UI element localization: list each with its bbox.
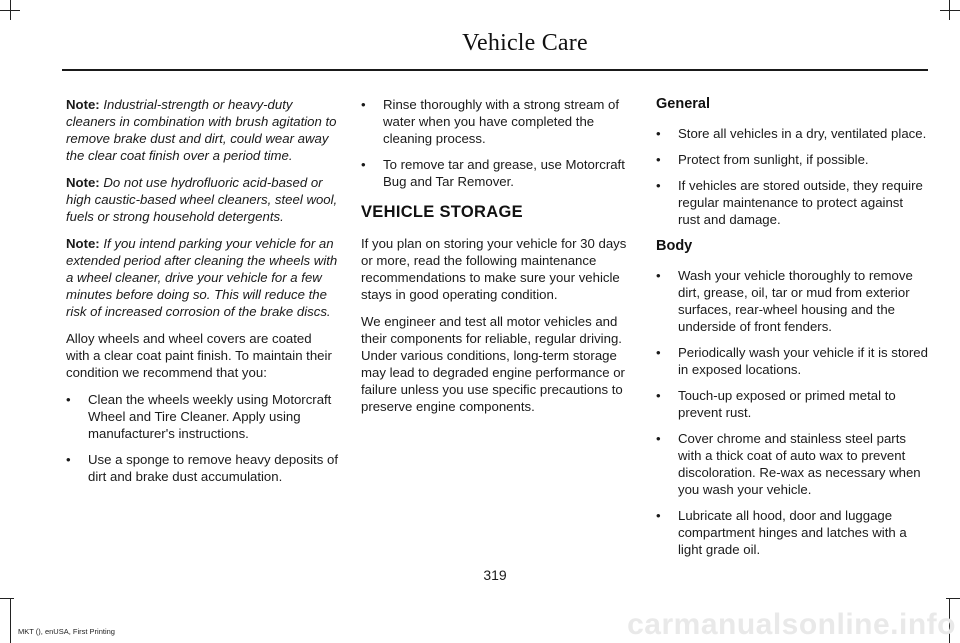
subsection-heading: General: [656, 96, 710, 112]
list-item: • Protect from sunlight, if possible.: [656, 151, 928, 168]
note-label: Note:: [66, 175, 100, 190]
list-item: • Touch-up exposed or primed metal to prevent rust.: [656, 387, 928, 421]
note-label: Note:: [66, 97, 100, 112]
subsection-heading: Body: [656, 238, 693, 254]
page-number: 319: [483, 567, 507, 583]
list-item: • If vehicles are stored outside, they require regular maintenance to protect against rust and damage.: [656, 177, 928, 228]
list-item: • Periodically wash your vehicle if it is stored in exposed locations.: [656, 344, 928, 378]
note: [66, 174, 338, 225]
list-item: • Lubricate all hood, door and luggage compartment hinges and latches with a light grade oil.: [656, 507, 928, 558]
crop-mark: [10, 598, 11, 643]
crop-mark: [946, 598, 960, 599]
printing-info: MKT (), enUSA, First Printing: [18, 627, 115, 636]
bullet-list: [656, 267, 928, 558]
note-text: Industrial-strength or heavy-duty cleaners in combination with brush agitation to remove brake dust and dirt, could wear away the clear coat finish over a period time.: [66, 97, 337, 163]
note: [66, 96, 338, 164]
header-divider: [62, 69, 928, 71]
list-item: • To remove tar and grease, use Motorcraft Bug and Tar Remover.: [361, 156, 633, 190]
crop-mark: [0, 10, 20, 11]
watermark: carmanualsonline.info: [627, 608, 956, 641]
note-text: Do not use hydrofluoric acid-based or high caustic-based wheel cleaners, steel wool, fuels or strong household detergents.: [66, 175, 338, 224]
column-middle: [361, 96, 633, 425]
body-paragraph: If you plan on storing your vehicle for 30 days or more, read the following maintenance recommendations to make sure your vehicle stays in good operating condition.: [361, 236, 627, 302]
list-item: • Wash your vehicle thoroughly to remove dirt, grease, oil, tar or mud from exterior surfaces, rear-wheel housing and the underside of front fenders.: [656, 267, 928, 335]
note-label: Note:: [66, 236, 100, 251]
column-right: [656, 96, 928, 568]
page-title: Vehicle Care: [462, 30, 588, 56]
note-text: If you intend parking your vehicle for an extended period after cleaning the wheels with a wheel cleaner, drive your vehicle for a few minutes before doing so. This will reduce the risk of increased corrosion of the brake discs.: [66, 236, 338, 319]
list-item: • Store all vehicles in a dry, ventilated place.: [656, 125, 928, 142]
note: [66, 235, 338, 320]
body-paragraph: We engineer and test all motor vehicles and their components for reliable, regular driving. Under various conditions, long-term storage may lead to degraded engine performance or failure unless you use specific precautions to preserve engine components.: [361, 314, 625, 414]
crop-mark: [940, 10, 960, 11]
body-paragraph: Alloy wheels and wheel covers are coated with a clear coat paint finish. To maintain their condition we recommend that you:: [66, 331, 332, 380]
crop-mark: [0, 598, 14, 599]
list-item: • Rinse thoroughly with a strong stream of water when you have completed the cleaning process.: [361, 96, 633, 147]
bullet-list: [656, 125, 928, 228]
section-heading: VEHICLE STORAGE: [361, 203, 523, 221]
list-item: • Use a sponge to remove heavy deposits of dirt and brake dust accumulation.: [66, 451, 338, 485]
list-item: • Cover chrome and stainless steel parts with a thick coat of auto wax to prevent discoloration. Re-wax as necessary when you wash your vehicle.: [656, 430, 928, 498]
column-left: [66, 96, 338, 495]
bullet-list: [361, 96, 633, 190]
list-item: • Clean the wheels weekly using Motorcraft Wheel and Tire Cleaner. Apply using manufacturer's instructions.: [66, 391, 338, 442]
bullet-list: [66, 391, 338, 485]
